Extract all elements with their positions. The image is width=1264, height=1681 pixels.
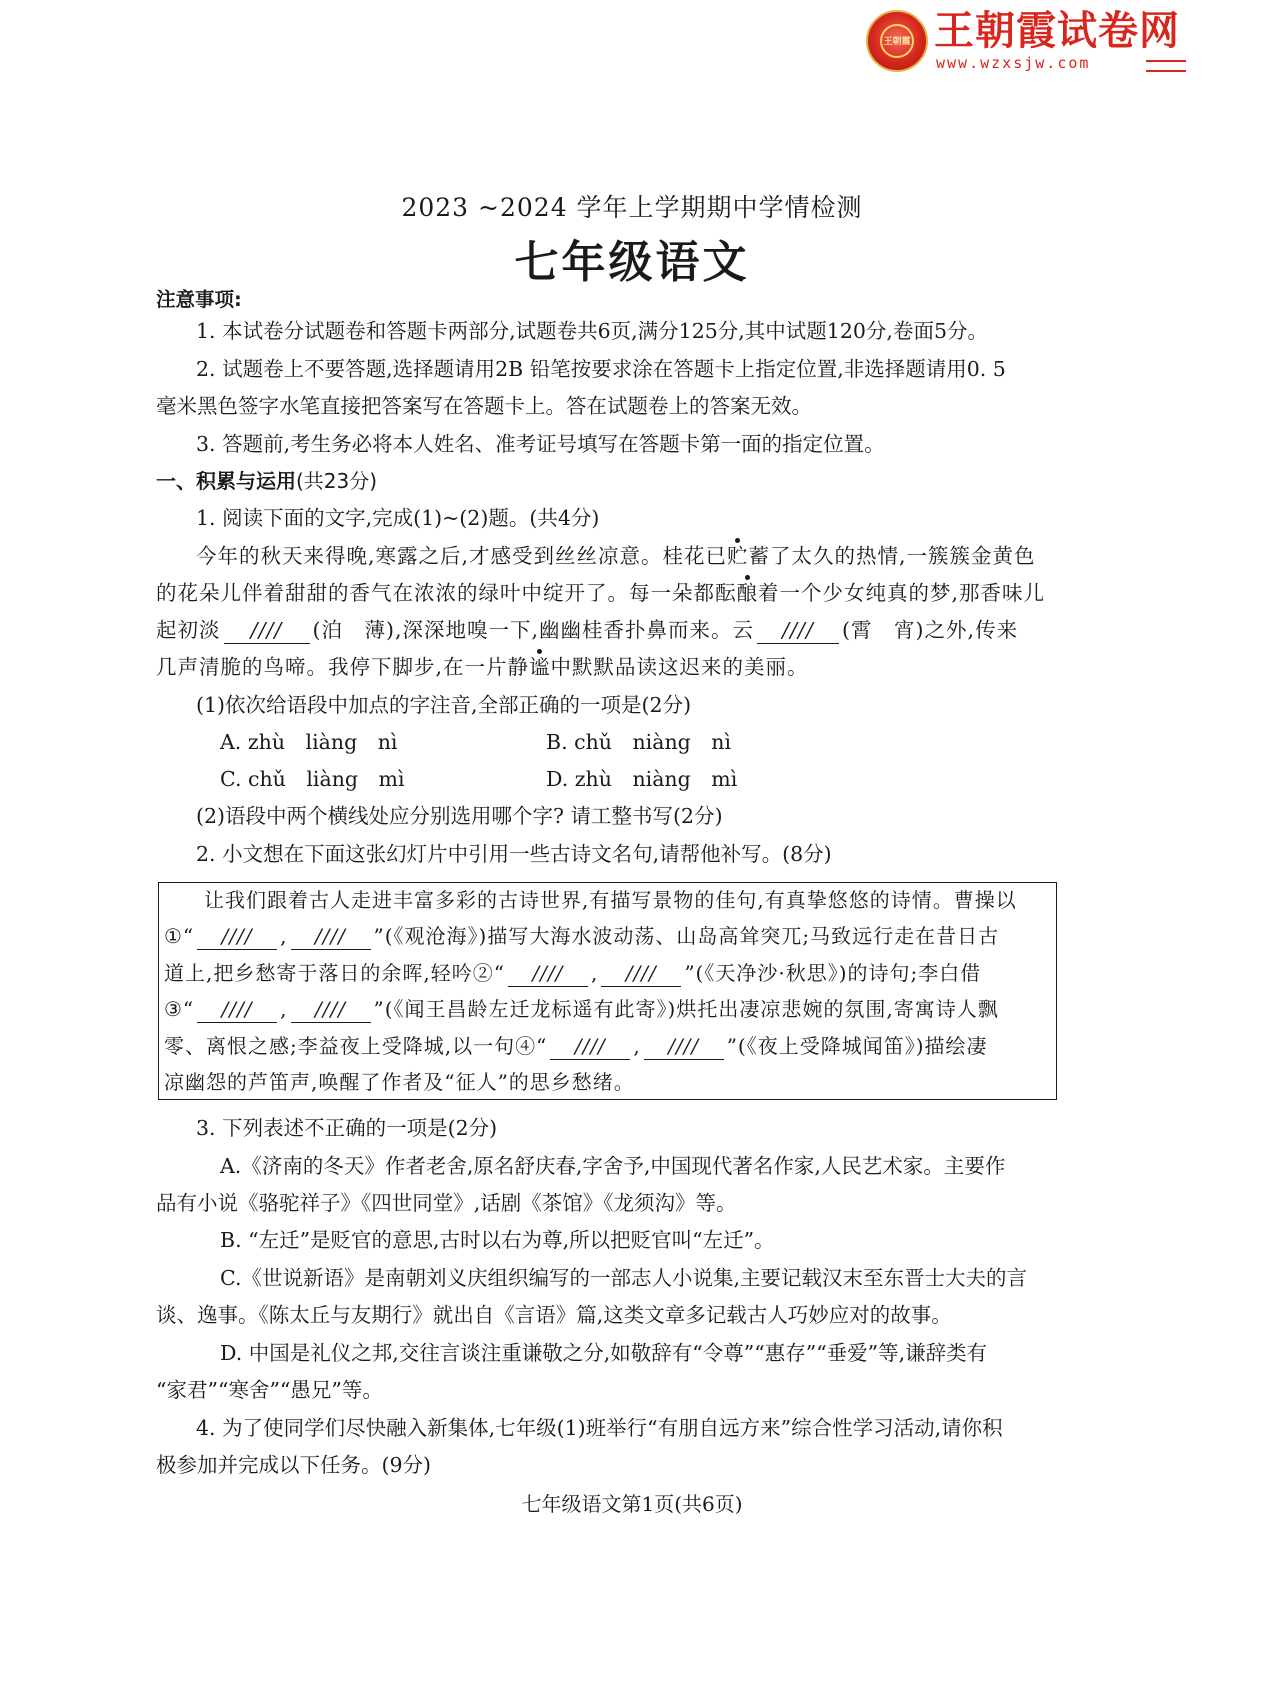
slide-line-5: 零、离恨之感;李益夜上受降城,以一句④“ //// , //// ”(《夜上受降城闻笛》)描绘凄	[164, 1034, 988, 1058]
question-4-stem-line-2: 极参加并完成以下任务。(9分)	[156, 1453, 432, 1477]
passage-line-1: 今年的秋天来得晚,寒露之后,才感受到丝丝凉意。桂花已贮蓄了太久的热情,一簇簇金黄色	[196, 541, 1036, 571]
passage-line-3: 起初淡 //// (泊 薄),深深地嗅一下,幽幽桂香扑鼻而来。云 //// (霄 宵)之外,传来	[156, 618, 1019, 642]
site-logo[interactable]	[866, 8, 1186, 74]
exam-subtitle: 2023 ~2024 学年上学期期中学情检测	[401, 193, 863, 222]
fill-blank[interactable]: ////	[508, 960, 588, 987]
slide-line-2: ①“ //// , //// ”(《观沧海》)描写大海水波动荡、山岛高耸突兀;马致远行走在昔日古	[164, 924, 1000, 948]
fill-blank[interactable]: ////	[224, 617, 310, 644]
q3-option-a-line-1[interactable]: A.《济南的冬天》作者老舍,原名舒庆春,字舍予,中国现代著名作家,人民艺术家。主要作	[220, 1154, 1006, 1178]
question-4-stem-line-1: 4. 为了使同学们尽快融入新集体,七年级(1)班举行“有朋自远方来”综合性学习活动,请你积	[196, 1416, 1003, 1440]
fill-blank[interactable]: ////	[197, 996, 277, 1023]
q3-option-a-line-2: 品有小说《骆驼祥子》《四世同堂》,话剧《茶馆》《龙须沟》等。	[156, 1191, 737, 1215]
logo-url[interactable]: www.wzxsjw.com	[936, 54, 1091, 72]
passage-line-4: 几声清脆的鸟啼。我停下脚步,在一片静谧中默默品读这迟来的美丽。	[156, 652, 809, 682]
question-1-sub-1: (1)依次给语段中加点的字注音,全部正确的一项是(2分)	[196, 693, 692, 717]
notice-item-3: 3. 答题前,考生务必将本人姓名、准考证号填写在答题卡第一面的指定位置。	[196, 432, 885, 456]
question-1-stem: 1. 阅读下面的文字,完成(1)~(2)题。(共4分)	[196, 506, 600, 530]
dotted-char: 酿	[737, 578, 759, 608]
dotted-char: 贮	[727, 541, 749, 571]
fill-blank[interactable]: ////	[197, 923, 277, 950]
fill-blank[interactable]: ////	[550, 1033, 630, 1060]
fill-blank[interactable]: ////	[291, 923, 371, 950]
slide-line-6: 凉幽怨的芦笛声,唤醒了作者及“征人”的思乡愁绪。	[164, 1070, 635, 1094]
seal-icon	[866, 10, 928, 72]
slide-line-1: 让我们跟着古人走进丰富多彩的古诗世界,有描写景物的佳句,有真挚悠悠的诗情。曹操以	[204, 888, 1017, 912]
logo-name: 王朝霞试卷网	[934, 8, 1180, 54]
option-c[interactable]: C. chǔ liàng mì	[220, 767, 405, 791]
option-a[interactable]: A. zhù liàng nì	[220, 730, 398, 754]
slide-line-3: 道上,把乡愁寄于落日的余晖,轻吟②“ //// , //// ”(《天净沙·秋思》)的诗句;李白借	[164, 961, 982, 985]
passage-line-2: 的花朵儿伴着甜甜的香气在浓浓的绿叶中绽开了。每一朵都酝酿着一个少女纯真的梦,那香味儿	[156, 578, 1045, 608]
slide-line-4: ③“ //// , //// ”(《闻王昌龄左迁龙标遥有此寄》)烘托出凄凉悲婉的氛围,寄寓诗人飘	[164, 997, 999, 1021]
notice-item-1: 1. 本试卷分试题卷和答题卡两部分,试题卷共6页,满分125分,其中试题120分,卷面5分。	[196, 319, 988, 343]
dotted-char: 谧	[529, 652, 551, 682]
question-2-stem: 2. 小文想在下面这张幻灯片中引用一些古诗文名句,请帮他补写。(8分)	[196, 842, 832, 866]
seal-text: 王朝霞	[883, 37, 911, 47]
option-b[interactable]: B. chǔ niàng nì	[546, 730, 732, 754]
exam-title: 七年级语文	[514, 237, 750, 288]
question-1-sub-2: (2)语段中两个横线处应分别选用哪个字? 请工整书写(2分)	[196, 804, 723, 828]
option-d[interactable]: D. zhù niàng mì	[546, 767, 738, 791]
fill-blank[interactable]: ////	[644, 1033, 724, 1060]
section-1-title: 一、积累与运用	[156, 469, 296, 493]
q3-option-b[interactable]: B. “左迁”是贬官的意思,古时以右为尊,所以把贬官叫“左迁”。	[220, 1228, 775, 1252]
notice-heading: 注意事项:	[156, 288, 242, 311]
q3-option-d-line-1[interactable]: D. 中国是礼仪之邦,交往言谈注重谦敬之分,如敬辞有“令尊”“惠存”“垂爱”等,谦辞类有	[220, 1341, 988, 1365]
q3-option-d-line-2: “家君”“寒舍”“愚兄”等。	[156, 1378, 383, 1402]
notice-item-2: 2. 试题卷上不要答题,选择题请用2B 铅笔按要求涂在答题卡上指定位置,非选择题请用0. 5	[196, 357, 1006, 381]
fill-blank[interactable]: ////	[291, 996, 371, 1023]
section-1-heading	[156, 466, 377, 496]
fill-blank[interactable]: ////	[757, 617, 839, 644]
logo-lines-decoration	[1146, 60, 1186, 72]
notice-item-2-cont: 毫米黑色签字水笔直接把答案写在答题卡上。答在试题卷上的答案无效。	[156, 394, 812, 418]
q3-option-c-line-2: 谈、逸事。《陈太丘与友期行》就出自《言语》篇,这类文章多记载古人巧妙应对的故事。	[156, 1303, 952, 1327]
fill-blank[interactable]: ////	[601, 960, 681, 987]
q3-option-c-line-1[interactable]: C.《世说新语》是南朝刘义庆组织编写的一部志人小说集,主要记载汉末至东晋士大夫的言	[220, 1266, 1027, 1290]
question-3-stem: 3. 下列表述不正确的一项是(2分)	[196, 1116, 498, 1140]
page-footer: 七年级语文第1页(共6页)	[521, 1492, 743, 1516]
section-1-score: (共23分)	[296, 469, 378, 493]
